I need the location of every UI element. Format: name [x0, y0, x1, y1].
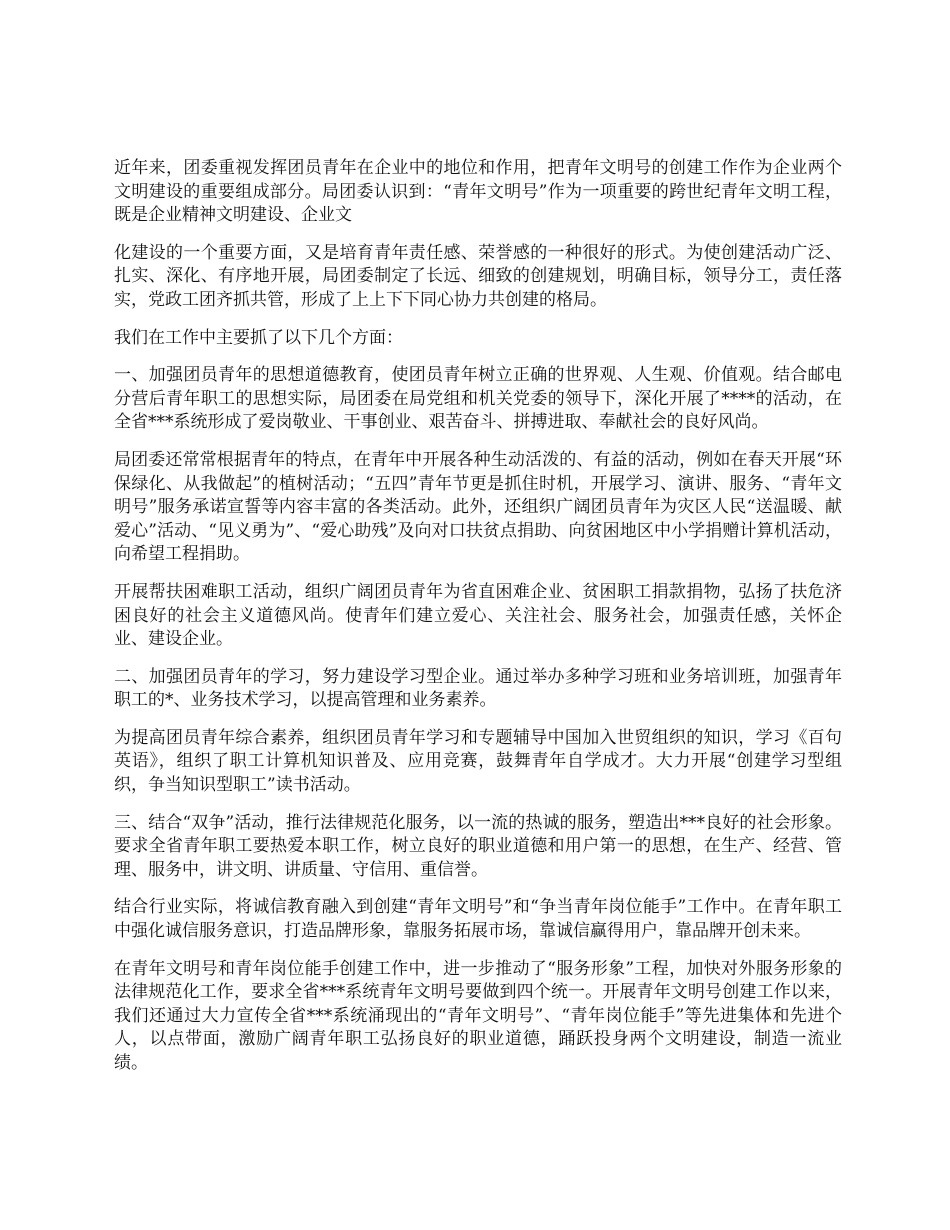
paragraph-1: 近年来，团委重视发挥团员青年在企业中的地位和作用，把青年文明号的创建工作作为企业两个文明建设的重要组成部分。局团委认识到：“青年文明号”作为一项重要的跨世纪青年文明工程，既是企业精神文明建设、企业文: [114, 158, 842, 226]
paragraph-4: 一、加强团员青年的思想道德教育，使团员青年树立正确的世界观、人生观、价值观。结合邮电分营后青年职工的思想实际，局团委在局党组和机关党委的领导下，深化开展了****的活动，在全省***系统形成了爱岗敬业、干事创业、艰苦奋斗、拼搏进取、奉献社会的良好风尚。: [114, 365, 842, 433]
paragraph-7: 二、加强团员青年的学习，努力建设学习型企业。通过举办多种学习班和业务培训班，加强青年职工的*、业务技术学习，以提高管理和业务素养。: [114, 666, 842, 711]
paragraph-10: 结合行业实际，将诚信教育融入到创建“青年文明号”和“争当青年岗位能手”工作中。在青年职工中强化诚信服务意识，打造品牌形象，靠服务拓展市场，靠诚信赢得用户，靠品牌开创未来。: [114, 897, 842, 942]
paragraph-9: 三、结合“双争”活动，推行法律规范化服务，以一流的热诚的服务，塑造出***良好的社会形象。要求全省青年职工要热爱本职工作，树立良好的职业道德和用户第一的思想，在生产、经营、管理、服务中，讲文明、讲质量、守信用、重信誉。: [114, 812, 842, 880]
paragraph-5: 局团委还常常根据青年的特点，在青年中开展各种生动活泼的、有益的活动，例如在春天开展“环保绿化、从我做起”的植树活动；“五四”青年节更是抓住时机，开展学习、演讲、服务、“青年文明号”服务承诺宣誓等内容丰富的各类活动。此外，还组织广阔团员青年为灾区人民“送温暖、献爱心”活动、“见义勇为”、“爱心助残”及向对口扶贫点捐助、向贫困地区中小学捐赠计算机活动，向希望工程捐助。: [114, 449, 842, 565]
paragraph-3: 我们在工作中主要抓了以下几个方面：: [114, 327, 403, 348]
paragraph-2: 化建设的一个重要方面，又是培育青年责任感、荣誉感的一种很好的形式。为使创建活动广泛、扎实、深化、有序地开展，局团委制定了长远、细致的创建规划，明确目标，领导分工，责任落实，党政工团齐抓共管，形成了上上下下同心协力共创建的格局。: [114, 242, 842, 310]
paragraph-11: 在青年文明号和青年岗位能手创建工作中，进一步推动了“服务形象”工程，加快对外服务形象的法律规范化工作，要求全省***系统青年文明号要做到四个统一。开展青年文明号创建工作以来，我们还通过大力宣传全省***系统涌现出的“青年文明号”、“青年岗位能手”等先进集体和先进个人，以点带面，激励广阔青年职工弘扬良好的职业道德，踊跃投身两个文明建设，制造一流业绩。: [114, 958, 842, 1073]
document-body: [114, 157, 842, 1090]
paragraph-6: 开展帮扶困难职工活动，组织广阔团员青年为省直困难企业、贫困职工捐款捐物，弘扬了扶危济困良好的社会主义道德风尚。使青年们建立爱心、关注社会、服务社会，加强责任感，关怀企业、建设企业。: [114, 581, 842, 650]
paragraph-8: 为提高团员青年综合素养，组织团员青年学习和专题辅导中国加入世贸组织的知识，学习《百句英语》，组织了职工计算机知识普及、应用竞赛，鼓舞青年自学成才。大力开展“创建学习型组织，争当知识型职工”读书活动。: [114, 727, 842, 796]
